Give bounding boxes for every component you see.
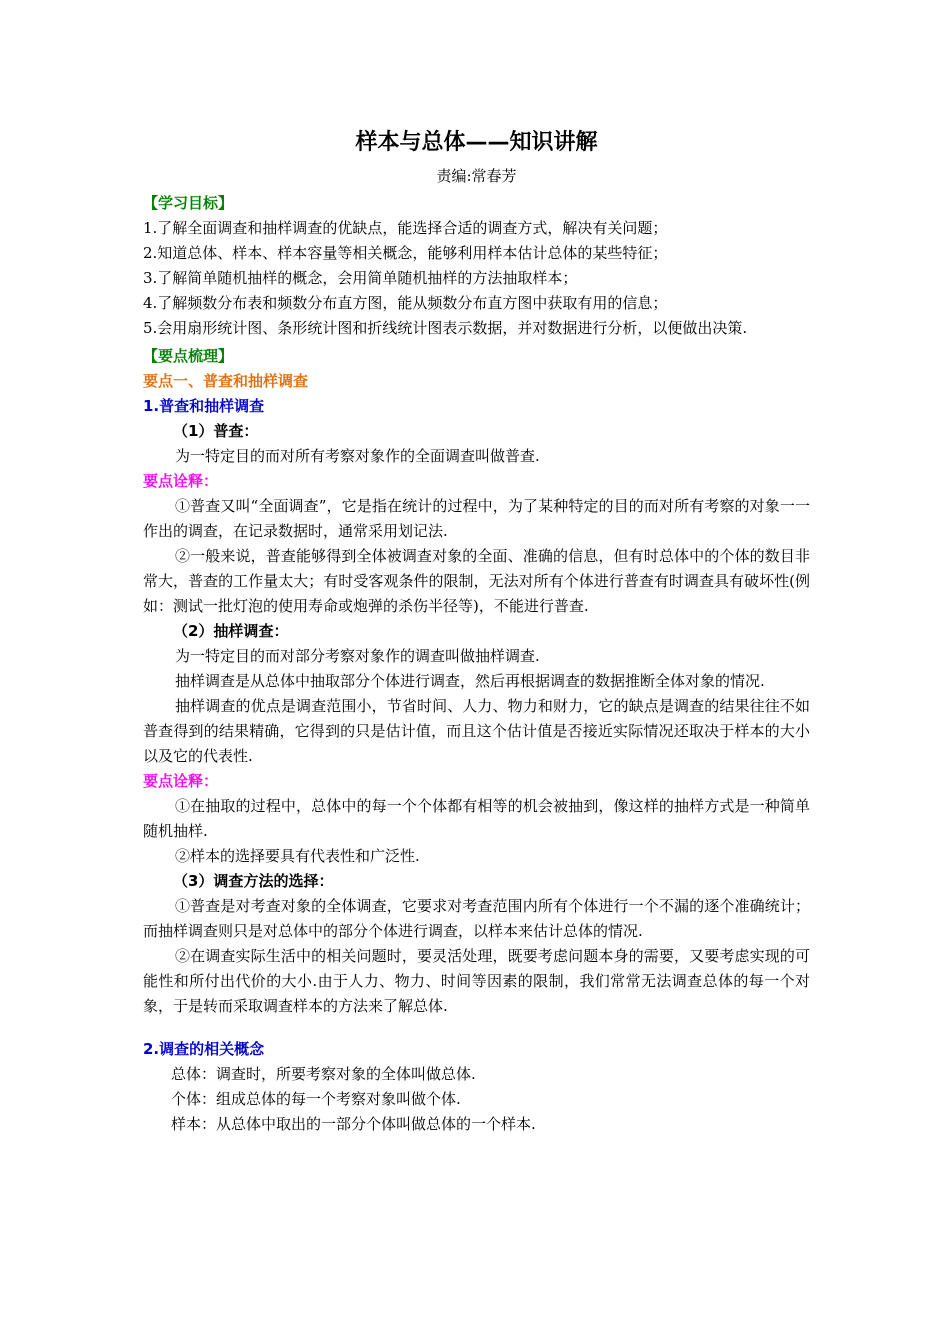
note2-item: ②样本的选择要具有代表性和广泛性. — [175, 847, 420, 865]
census-label: （1）普查： — [173, 422, 259, 440]
sub1-heading: 1.普查和抽样调查 — [143, 397, 265, 415]
note1-item: ②一般来说，普查能够得到全体被调查对象的全面、准确的信息，但有时总体中的个体的数目非常大，普查的工作量太大；有时受客观条件的限制，无法对所有个体进行普查有时调查具有破坏性(例如：测试一批灯泡的使用寿命或炮弹的杀伤半径等)，不能进行普查. — [143, 547, 810, 615]
page-title: 样本与总体——知识讲解 — [355, 130, 598, 155]
definition-sample: 样本：从总体中取出的一部分个体叫做总体的一个样本. — [171, 1115, 536, 1133]
definition-population: 总体：调查时，所要考察对象的全体叫做总体. — [171, 1065, 476, 1083]
method-label: （3）调查方法的选择： — [173, 872, 334, 890]
note2-label: 要点诠释： — [143, 772, 219, 790]
sampling-paragraph: 抽样调查的优点是调查范围小，节省时间、人力、物力和财力，它的缺点是调查的结果往往不如普查得到的结果精确，它得到的只是估计值，而且这个估计值是否接近实际情况还取决于样本的大小以及它的代表性. — [143, 697, 810, 765]
census-definition: 为一特定目的而对所有考察对象作的全面调查叫做普查. — [175, 447, 540, 465]
note2-item: ①在抽取的过程中，总体中的每一个个体都有相等的机会被抽到，像这样的抽样方式是一种简单随机抽样. — [143, 797, 810, 840]
sampling-definition: 为一特定目的而对部分考察对象作的调查叫做抽样调查. — [175, 647, 540, 665]
goals-heading: 【学习目标】 — [143, 194, 234, 212]
editor-line: 责编:常春芳 — [436, 167, 517, 185]
section-spacer — [143, 1019, 810, 1037]
sub2-heading: 2.调查的相关概念 — [143, 1040, 265, 1058]
goal-item: 2.知道总体、样本、样本容量等相关概念，能够利用样本估计总体的某些特征； — [143, 244, 668, 262]
goal-item: 1.了解全面调查和抽样调查的优缺点，能选择合适的调查方式，解决有关问题； — [143, 219, 668, 237]
summary-heading: 【要点梳理】 — [143, 347, 234, 365]
goal-item: 5.会用扇形统计图、条形统计图和折线统计图表示数据，并对数据进行分析，以便做出决策. — [143, 319, 748, 337]
method-item: ①普查是对考查对象的全体调查，它要求对考查范围内所有个体进行一个不漏的逐个准确统计；而抽样调查则只是对总体中的部分个体进行调查，以样本来估计总体的情况. — [143, 897, 810, 940]
note1-label: 要点诠释： — [143, 472, 219, 490]
sampling-label: （2）抽样调查： — [173, 622, 289, 640]
definition-individual: 个体：组成总体的每一个考察对象叫做个体. — [171, 1090, 461, 1108]
point1-heading: 要点一、普查和抽样调查 — [143, 372, 309, 390]
goal-item: 4.了解频数分布表和频数分布直方图，能从频数分布直方图中获取有用的信息； — [143, 294, 668, 312]
method-item: ②在调查实际生活中的相关问题时，要灵活处理，既要考虑问题本身的需要，又要考虑实现的可能性和所付出代价的大小.由于人力、物力、时间等因素的限制，我们常常无法调查总体的每一个对象，于是转而采取调查样本的方法来了解总体. — [143, 947, 810, 1015]
note1-item: ①普查又叫“全面调查”，它是指在统计的过程中，为了某种特定的目的而对所有考察的对象一一作出的调查，在记录数据时，通常采用划记法. — [143, 497, 810, 540]
sampling-paragraph: 抽样调查是从总体中抽取部分个体进行调查，然后再根据调查的数据推断全体对象的情况. — [175, 672, 765, 690]
goal-item: 3.了解简单随机抽样的概念，会用简单随机抽样的方法抽取样本； — [143, 269, 578, 287]
